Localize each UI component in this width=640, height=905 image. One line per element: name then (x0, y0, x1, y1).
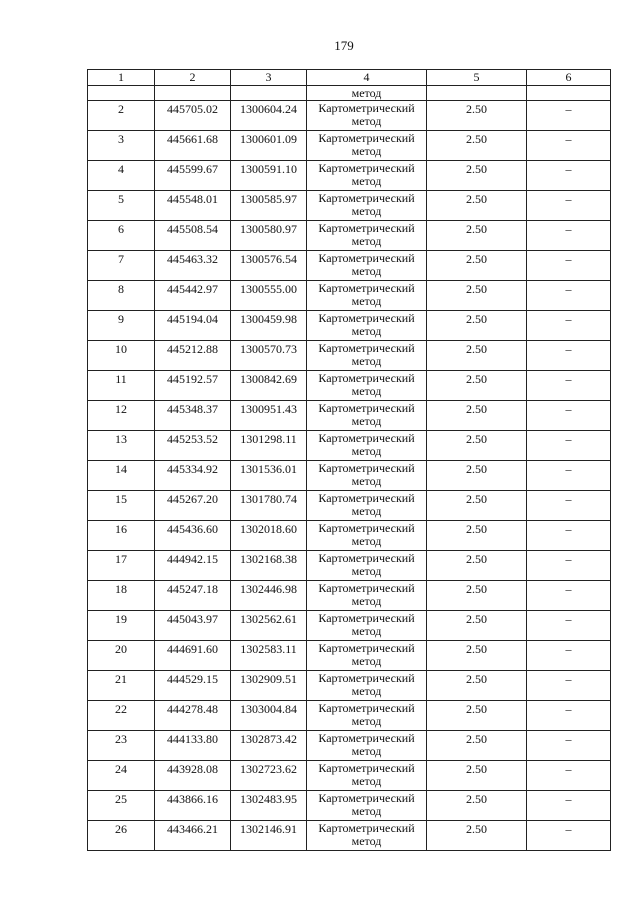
accuracy-cell: 2.50 (427, 821, 527, 851)
method-line-1: Картометрический (318, 101, 415, 115)
method-line-2: метод (351, 804, 382, 818)
method-line-1: Картометрический (318, 461, 415, 475)
method-line-1: Картометрический (318, 161, 415, 175)
method-line-1: Картометрический (318, 401, 415, 415)
table-row (88, 131, 611, 161)
note-cell: – (527, 671, 611, 701)
y-coordinate-cell: 1300604.24 (231, 101, 307, 131)
point-number-cell: 16 (88, 521, 155, 551)
note-cell: – (527, 821, 611, 851)
note-cell: – (527, 311, 611, 341)
method-line-2: метод (351, 264, 382, 278)
method-cell (307, 701, 427, 731)
y-coordinate-cell: 1302723.62 (231, 761, 307, 791)
table-row (88, 551, 611, 581)
note-cell: – (527, 761, 611, 791)
point-number-cell: 19 (88, 611, 155, 641)
table-row (88, 101, 611, 131)
point-number-cell: 25 (88, 791, 155, 821)
method-cell (307, 551, 427, 581)
x-coordinate-cell: 445334.92 (155, 461, 231, 491)
y-coordinate-cell: 1300580.97 (231, 221, 307, 251)
accuracy-cell: 2.50 (427, 311, 527, 341)
point-number-cell: 12 (88, 401, 155, 431)
accuracy-cell: 2.50 (427, 761, 527, 791)
method-line-1: Картометрический (318, 491, 415, 505)
accuracy-cell: 2.50 (427, 431, 527, 461)
point-number-cell: 5 (88, 191, 155, 221)
method-line-2: метод (351, 534, 382, 548)
method-line-1: Картометрический (318, 371, 415, 385)
x-coordinate-cell: 445442.97 (155, 281, 231, 311)
method-cell (307, 401, 427, 431)
point-number-cell: 26 (88, 821, 155, 851)
point-number-cell: 6 (88, 221, 155, 251)
y-coordinate-cell: 1301536.01 (231, 461, 307, 491)
accuracy-cell: 2.50 (427, 281, 527, 311)
x-coordinate-cell: 445661.68 (155, 131, 231, 161)
column-header: 4 (307, 70, 427, 86)
note-cell: – (527, 371, 611, 401)
note-cell: – (527, 161, 611, 191)
y-coordinate-cell: 1302583.11 (231, 641, 307, 671)
method-line-2: метод (351, 684, 382, 698)
y-coordinate-cell: 1302909.51 (231, 671, 307, 701)
point-number-cell: 23 (88, 731, 155, 761)
note-cell: – (527, 461, 611, 491)
method-line-1: Картометрический (318, 341, 415, 355)
table-row (88, 821, 611, 851)
x-coordinate-cell: 445043.97 (155, 611, 231, 641)
table-cell (427, 86, 527, 101)
point-number-cell: 13 (88, 431, 155, 461)
point-number-cell: 17 (88, 551, 155, 581)
y-coordinate-cell: 1301780.74 (231, 491, 307, 521)
method-cell (307, 101, 427, 131)
column-header: 5 (427, 70, 527, 86)
method-cell (307, 491, 427, 521)
method-line-1: Картометрический (318, 581, 415, 595)
y-coordinate-cell: 1302483.95 (231, 791, 307, 821)
y-coordinate-cell: 1302873.42 (231, 731, 307, 761)
x-coordinate-cell: 445267.20 (155, 491, 231, 521)
method-line-1: Картометрический (318, 551, 415, 565)
accuracy-cell: 2.50 (427, 791, 527, 821)
method-line-1: Картометрический (318, 521, 415, 535)
method-cell (307, 191, 427, 221)
method-line-2: метод (351, 624, 382, 638)
method-line-2: метод (351, 114, 382, 128)
note-cell: – (527, 191, 611, 221)
x-coordinate-cell: 444278.48 (155, 701, 231, 731)
method-line-1: Картометрический (318, 191, 415, 205)
y-coordinate-cell: 1303004.84 (231, 701, 307, 731)
table-row (88, 161, 611, 191)
x-coordinate-cell: 443866.16 (155, 791, 231, 821)
table-row (88, 731, 611, 761)
table-body (88, 86, 611, 851)
column-header: 6 (527, 70, 611, 86)
table-row (88, 761, 611, 791)
method-cell (307, 371, 427, 401)
accuracy-cell: 2.50 (427, 491, 527, 521)
method-cell (307, 161, 427, 191)
table-row (88, 701, 611, 731)
method-cell (307, 131, 427, 161)
table-row (88, 581, 611, 611)
accuracy-cell: 2.50 (427, 551, 527, 581)
method-line-1: Картометрический (318, 671, 415, 685)
point-number-cell: 15 (88, 491, 155, 521)
coordinates-table (87, 69, 611, 851)
method-line-2: метод (351, 654, 382, 668)
x-coordinate-cell: 445548.01 (155, 191, 231, 221)
table-row (88, 641, 611, 671)
column-header: 3 (231, 70, 307, 86)
note-cell: – (527, 491, 611, 521)
method-line-2: метод (351, 564, 382, 578)
method-cell (307, 311, 427, 341)
page-number: 179 (334, 38, 354, 53)
x-coordinate-cell: 444942.15 (155, 551, 231, 581)
table-cell (155, 86, 231, 101)
y-coordinate-cell: 1301298.11 (231, 431, 307, 461)
method-cell (307, 641, 427, 671)
y-coordinate-cell: 1300591.10 (231, 161, 307, 191)
method-line-1: Картометрический (318, 251, 415, 265)
accuracy-cell: 2.50 (427, 131, 527, 161)
table-row (88, 491, 611, 521)
table-row (88, 191, 611, 221)
accuracy-cell: 2.50 (427, 581, 527, 611)
x-coordinate-cell: 445705.02 (155, 101, 231, 131)
note-cell: – (527, 281, 611, 311)
method-line-2: метод (351, 174, 382, 188)
note-cell: – (527, 551, 611, 581)
method-cell (307, 341, 427, 371)
method-line-1: Картометрический (318, 731, 415, 745)
table-row (88, 611, 611, 641)
table-row (88, 521, 611, 551)
method-cell (307, 761, 427, 791)
table-cell (88, 86, 155, 101)
method-cell (307, 431, 427, 461)
method-line-2: метод (351, 744, 382, 758)
method-line-2: метод (351, 324, 382, 338)
note-cell: – (527, 341, 611, 371)
table-row (88, 371, 611, 401)
note-cell: – (527, 791, 611, 821)
note-cell: – (527, 731, 611, 761)
accuracy-cell: 2.50 (427, 101, 527, 131)
accuracy-cell: 2.50 (427, 191, 527, 221)
method-line-2: метод (351, 144, 382, 158)
accuracy-cell: 2.50 (427, 641, 527, 671)
method-cell (307, 581, 427, 611)
x-coordinate-cell: 444529.15 (155, 671, 231, 701)
x-coordinate-cell: 444133.80 (155, 731, 231, 761)
x-coordinate-cell: 445212.88 (155, 341, 231, 371)
x-coordinate-cell: 444691.60 (155, 641, 231, 671)
method-line-1: Картометрический (318, 761, 415, 775)
column-header: 2 (155, 70, 231, 86)
table-row (88, 671, 611, 701)
note-cell: – (527, 611, 611, 641)
x-coordinate-cell: 445247.18 (155, 581, 231, 611)
method-line-1: Картометрический (318, 221, 415, 235)
y-coordinate-cell: 1302146.91 (231, 821, 307, 851)
note-cell: – (527, 521, 611, 551)
method-line-2: метод (351, 714, 382, 728)
table-row (88, 431, 611, 461)
point-number-cell: 4 (88, 161, 155, 191)
note-cell: – (527, 581, 611, 611)
x-coordinate-cell: 445508.54 (155, 221, 231, 251)
accuracy-cell: 2.50 (427, 521, 527, 551)
point-number-cell: 14 (88, 461, 155, 491)
accuracy-cell: 2.50 (427, 251, 527, 281)
y-coordinate-cell: 1300555.00 (231, 281, 307, 311)
table-row (88, 461, 611, 491)
x-coordinate-cell: 443928.08 (155, 761, 231, 791)
method-line-2: метод (351, 384, 382, 398)
accuracy-cell: 2.50 (427, 461, 527, 491)
note-cell: – (527, 221, 611, 251)
x-coordinate-cell: 445194.04 (155, 311, 231, 341)
table-cell (231, 86, 307, 101)
method-line-1: Картометрический (318, 821, 415, 835)
accuracy-cell: 2.50 (427, 341, 527, 371)
method-line-1: Картометрический (318, 431, 415, 445)
method-cell (307, 251, 427, 281)
y-coordinate-cell: 1302562.61 (231, 611, 307, 641)
method-line-2: метод (351, 504, 382, 518)
table-row (88, 401, 611, 431)
method-line-2: метод (351, 234, 382, 248)
accuracy-cell: 2.50 (427, 731, 527, 761)
x-coordinate-cell: 445253.52 (155, 431, 231, 461)
accuracy-cell: 2.50 (427, 671, 527, 701)
table-row (88, 281, 611, 311)
method-cell (307, 611, 427, 641)
method-cell (307, 221, 427, 251)
method-line-1: Картометрический (318, 131, 415, 145)
column-header: 1 (88, 70, 155, 86)
method-cell (307, 821, 427, 851)
y-coordinate-cell: 1300459.98 (231, 311, 307, 341)
y-coordinate-cell: 1300951.43 (231, 401, 307, 431)
method-line-1: Картометрический (318, 311, 415, 325)
table-row (88, 311, 611, 341)
point-number-cell: 22 (88, 701, 155, 731)
x-coordinate-cell: 445192.57 (155, 371, 231, 401)
point-number-cell: 18 (88, 581, 155, 611)
method-line-2: метод (351, 594, 382, 608)
accuracy-cell: 2.50 (427, 611, 527, 641)
method-line-2: метод (351, 414, 382, 428)
method-cell (307, 671, 427, 701)
y-coordinate-cell: 1300570.73 (231, 341, 307, 371)
method-cell (307, 731, 427, 761)
accuracy-cell: 2.50 (427, 221, 527, 251)
x-coordinate-cell: 443466.21 (155, 821, 231, 851)
x-coordinate-cell: 445599.67 (155, 161, 231, 191)
table-cell (527, 86, 611, 101)
y-coordinate-cell: 1300585.97 (231, 191, 307, 221)
accuracy-cell: 2.50 (427, 371, 527, 401)
accuracy-cell: 2.50 (427, 401, 527, 431)
point-number-cell: 9 (88, 311, 155, 341)
method-line-2: метод (351, 444, 382, 458)
note-cell: – (527, 431, 611, 461)
continuation-row (88, 86, 611, 101)
point-number-cell: 21 (88, 671, 155, 701)
note-cell: – (527, 131, 611, 161)
y-coordinate-cell: 1302446.98 (231, 581, 307, 611)
point-number-cell: 11 (88, 371, 155, 401)
point-number-cell: 8 (88, 281, 155, 311)
method-cell (307, 791, 427, 821)
method-line-2: метод (351, 204, 382, 218)
note-cell: – (527, 401, 611, 431)
table-row (88, 251, 611, 281)
y-coordinate-cell: 1300842.69 (231, 371, 307, 401)
y-coordinate-cell: 1300576.54 (231, 251, 307, 281)
method-cell (307, 521, 427, 551)
y-coordinate-cell: 1302168.38 (231, 551, 307, 581)
method-line-1: Картометрический (318, 611, 415, 625)
y-coordinate-cell: 1302018.60 (231, 521, 307, 551)
table-row (88, 221, 611, 251)
method-line-1: Картометрический (318, 791, 415, 805)
x-coordinate-cell: 445436.60 (155, 521, 231, 551)
point-number-cell: 20 (88, 641, 155, 671)
note-cell: – (527, 251, 611, 281)
continuation-cell: метод (307, 86, 427, 101)
method-line-2: метод (351, 294, 382, 308)
method-line-1: Картометрический (318, 641, 415, 655)
accuracy-cell: 2.50 (427, 161, 527, 191)
table-row (88, 791, 611, 821)
note-cell: – (527, 101, 611, 131)
method-line-2: метод (351, 834, 382, 848)
accuracy-cell: 2.50 (427, 701, 527, 731)
point-number-cell: 10 (88, 341, 155, 371)
y-coordinate-cell: 1300601.09 (231, 131, 307, 161)
note-cell: – (527, 641, 611, 671)
method-cell (307, 281, 427, 311)
method-line-2: метод (351, 774, 382, 788)
point-number-cell: 24 (88, 761, 155, 791)
point-number-cell: 3 (88, 131, 155, 161)
table-row (88, 341, 611, 371)
x-coordinate-cell: 445348.37 (155, 401, 231, 431)
table-header-row (88, 70, 611, 86)
method-line-1: Картометрический (318, 701, 415, 715)
method-cell (307, 461, 427, 491)
note-cell: – (527, 701, 611, 731)
x-coordinate-cell: 445463.32 (155, 251, 231, 281)
point-number-cell: 7 (88, 251, 155, 281)
method-line-2: метод (351, 474, 382, 488)
point-number-cell: 2 (88, 101, 155, 131)
method-line-2: метод (351, 354, 382, 368)
method-line-1: Картометрический (318, 281, 415, 295)
